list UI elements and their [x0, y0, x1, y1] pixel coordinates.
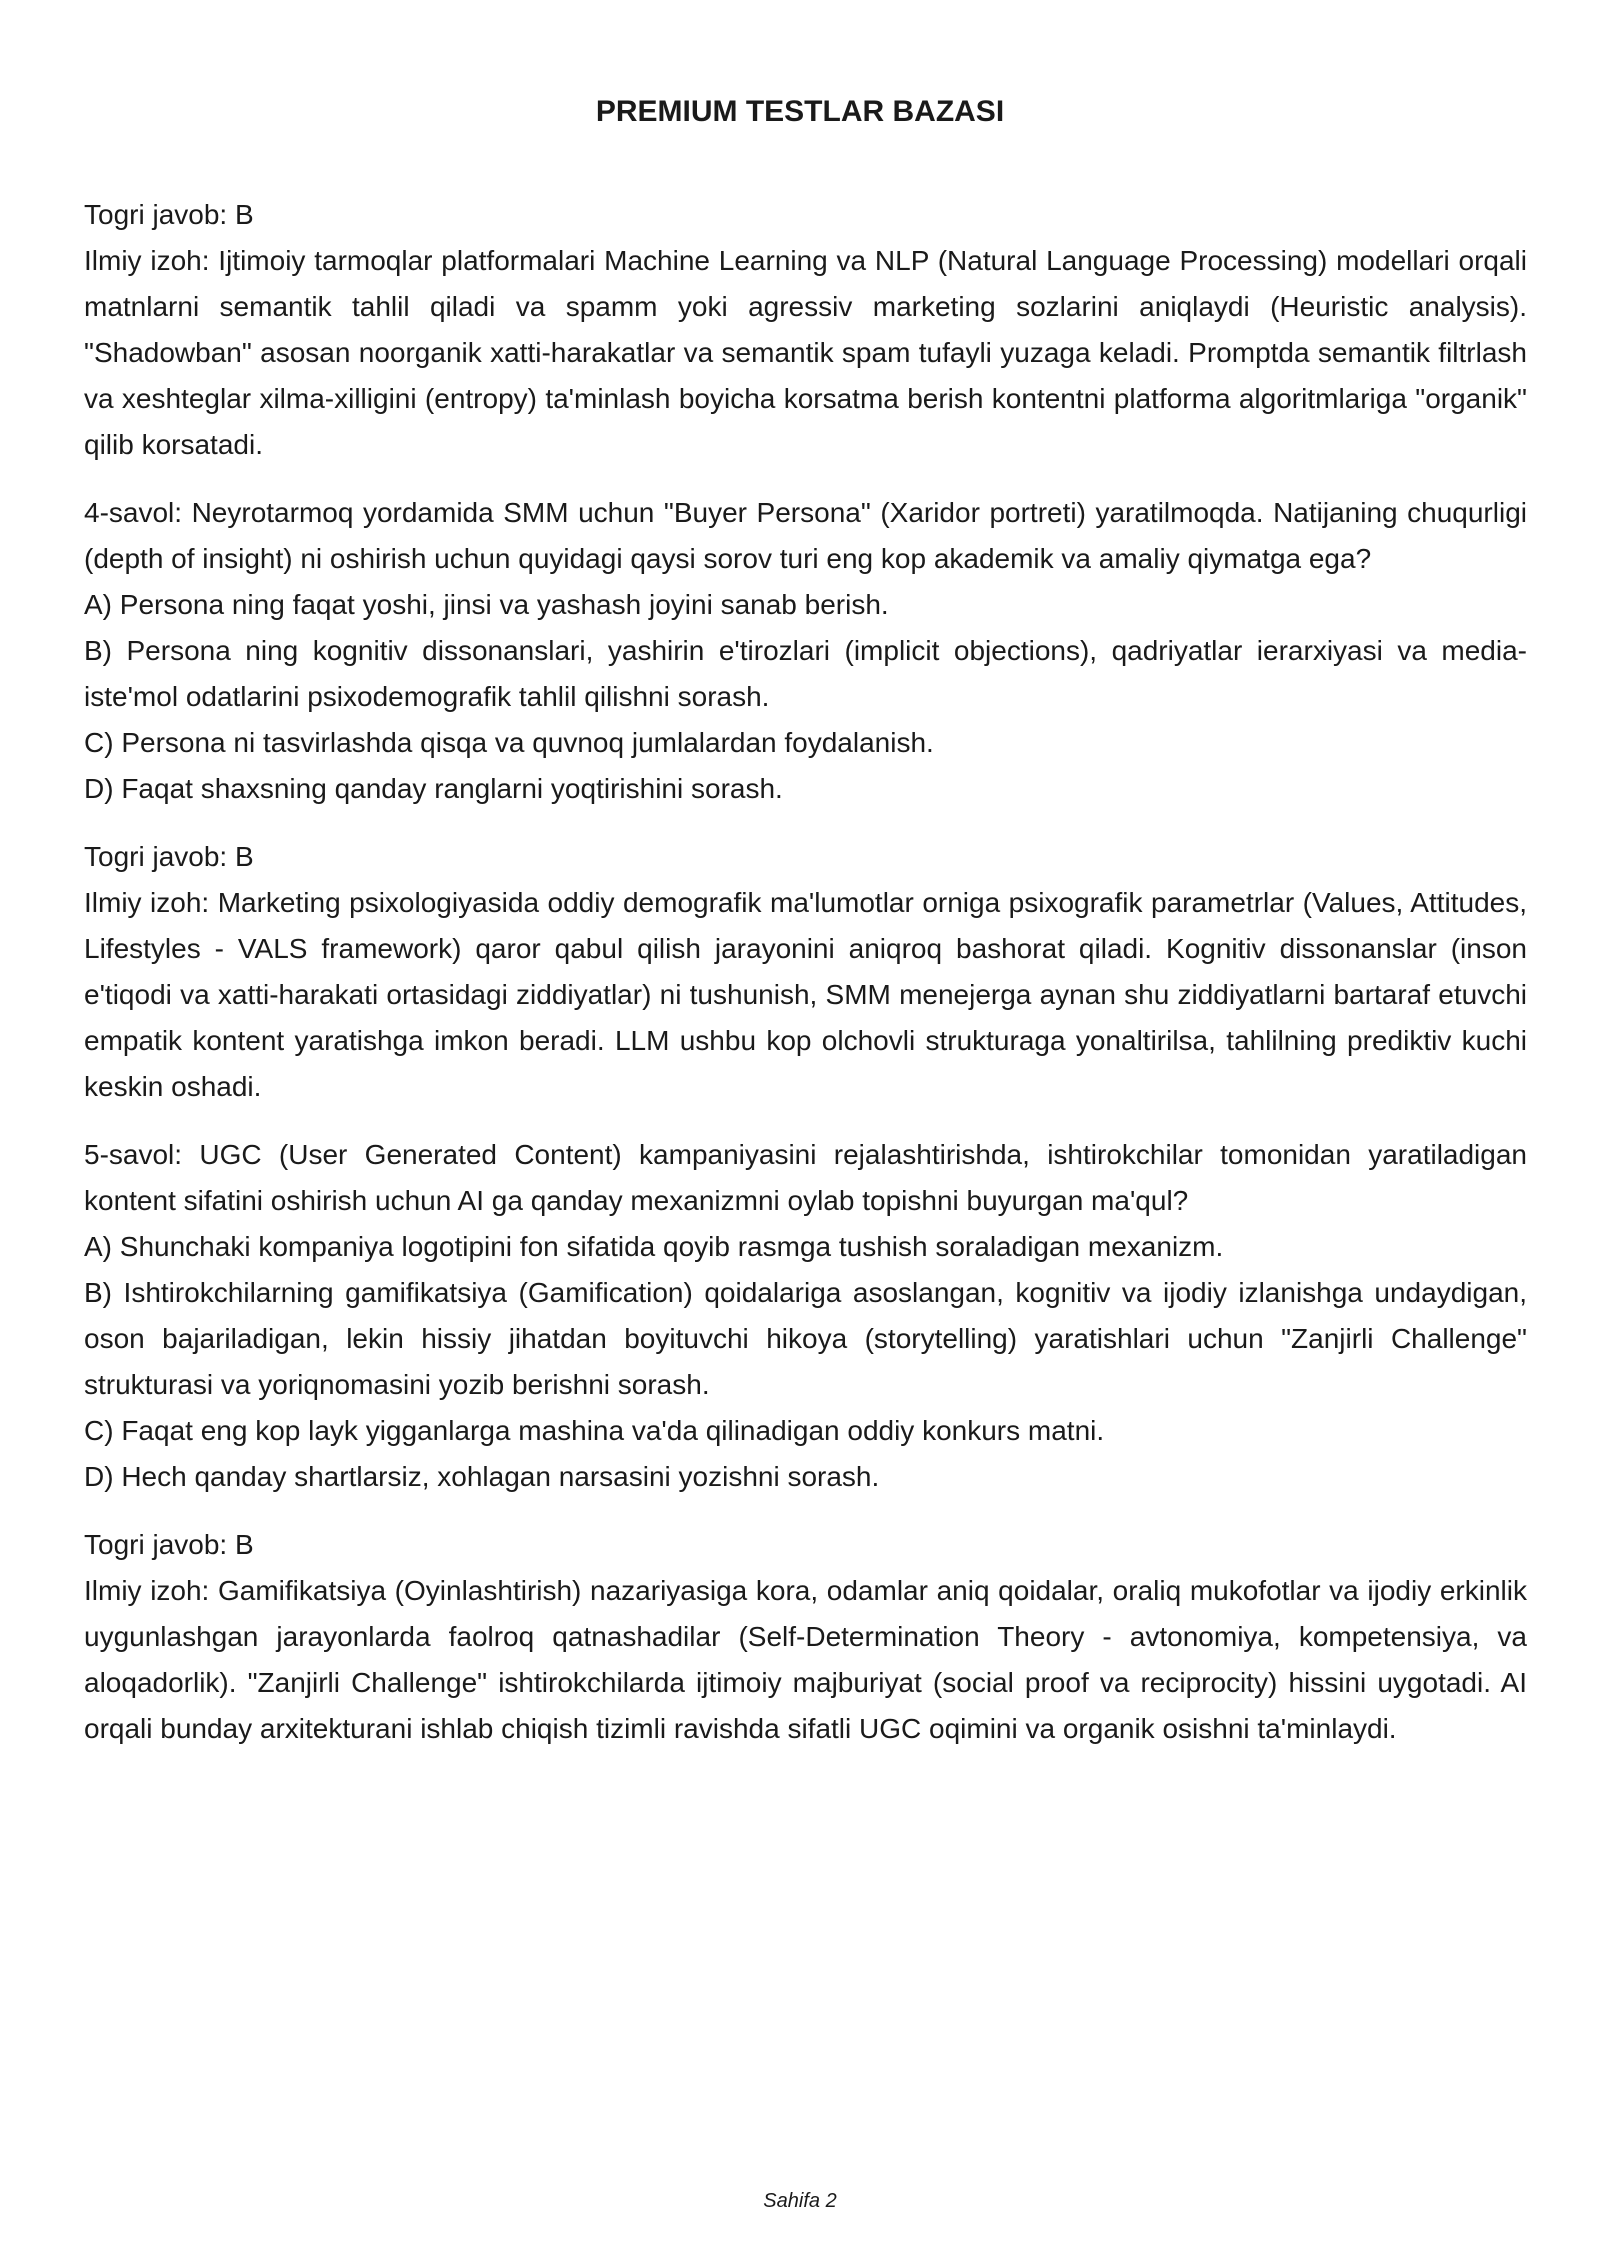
answer-option-c: C) Persona ni tasvirlashda qisqa va quvnoq jumlalardan foydalanish. — [84, 727, 934, 758]
answer-option-d: D) Hech qanday shartlarsiz, xohlagan narsasini yozishni sorash. — [84, 1461, 880, 1492]
answer-option-a: A) Shunchaki kompaniya logotipini fon sifatida qoyib rasmga tushish soraladigan mexanizm. — [84, 1231, 1224, 1262]
answer-option-b: B) Ishtirokchilarning gamifikatsiya (Gamification) qoidalariga asoslangan, kognitiv va ijodiy izlanishga undaydigan, oson bajariladigan, lekin hissiy jihatdan boyituvchi hikoya (storytelling) yaratishlari uchun "Zanjirli Challenge" strukturasi va yoriqnomasini yozib berishni sorash. — [84, 1277, 1527, 1400]
answer-block — [84, 192, 1527, 468]
page-title: PREMIUM TESTLAR BAZASI — [595, 95, 1005, 128]
correct-answer: Togri javob: B — [84, 1529, 254, 1560]
question-block — [84, 1132, 1527, 1500]
answer-block — [84, 834, 1527, 1110]
correct-answer: Togri javob: B — [84, 841, 254, 872]
question-text: 5-savol: UGC (User Generated Content) kampaniyasini rejalashtirishda, ishtirokchilar tomonidan yaratiladigan kontent sifatini oshirish uchun AI ga qanday mexanizmni oylab topishni buyurgan ma'qul? — [84, 1139, 1527, 1216]
answer-block — [84, 1522, 1527, 1752]
document-body — [84, 192, 1527, 1774]
answer-option-d: D) Faqat shaxsning qanday ranglarni yoqtirishini sorash. — [84, 773, 783, 804]
answer-option-c: C) Faqat eng kop layk yigganlarga mashina va'da qilinadigan oddiy konkurs matni. — [84, 1415, 1105, 1446]
explanation-text: Ilmiy izoh: Ijtimoiy tarmoqlar platformalari Machine Learning va NLP (Natural Language Processing) modellari orqali matnlarni semantik tahlil qiladi va spamm yoki agressiv marketing sozlarini aniqlaydi (Heuristic analysis). "Shadowban" asosan noorganik xatti-harakatlar va semantik spam tufayli yuzaga keladi. Promptda semantik filtrlash va xeshteglar xilma-xilligini (entropy) ta'minlash boyicha korsatma berish kontentni platforma algoritmlariga "organik" qilib korsatadi. — [84, 245, 1527, 460]
question-block — [84, 490, 1527, 812]
correct-answer: Togri javob: B — [84, 199, 254, 230]
page-number: Sahifa 2 — [763, 2190, 837, 2212]
explanation-text: Ilmiy izoh: Marketing psixologiyasida oddiy demografik ma'lumotlar orniga psixografik parametrlar (Values, Attitudes, Lifestyles - VALS framework) qaror qabul qilish jarayonini aniqroq bashorat qiladi. Kognitiv dissonanslar (inson e'tiqodi va xatti-harakati ortasidagi ziddiyatlar) ni tushunish, SMM menejerga aynan shu ziddiyatlarni bartaraf etuvchi empatik kontent yaratishga imkon beradi. LLM ushbu kop olchovli strukturaga yonaltirilsa, tahlilning prediktiv kuchi keskin oshadi. — [84, 887, 1527, 1102]
answer-option-b: B) Persona ning kognitiv dissonanslari, yashirin e'tirozlari (implicit objections), qadriyatlar ierarxiyasi va media-iste'mol odatlarini psixodemografik tahlil qilishni sorash. — [84, 635, 1527, 712]
answer-option-a: A) Persona ning faqat yoshi, jinsi va yashash joyini sanab berish. — [84, 589, 889, 620]
explanation-text: Ilmiy izoh: Gamifikatsiya (Oyinlashtirish) nazariyasiga kora, odamlar aniq qoidalar, oraliq mukofotlar va ijodiy erkinlik uygunlashgan jarayonlarda faolroq qatnashadilar (Self-Determination Theory - avtonomiya, kompetensiya, va aloqadorlik). "Zanjirli Challenge" ishtirokchilarda ijtimoiy majburiyat (social proof va reciprocity) hissini uygotadi. AI orqali bunday arxitekturani ishlab chiqish tizimli ravishda sifatli UGC oqimini va organik osishni ta'minlaydi. — [84, 1575, 1527, 1744]
question-text: 4-savol: Neyrotarmoq yordamida SMM uchun "Buyer Persona" (Xaridor portreti) yaratilmoqda. Natijaning chuqurligi (depth of insight) ni oshirish uchun quyidagi qaysi sorov turi eng kop akademik va amaliy qiymatga ega? — [84, 497, 1527, 574]
